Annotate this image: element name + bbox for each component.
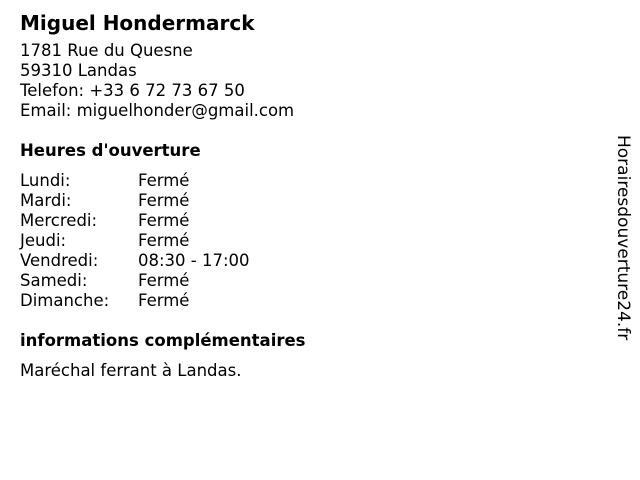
- day-label: Jeudi:: [20, 231, 67, 250]
- day-hours: Fermé: [138, 271, 190, 290]
- day-hours: Fermé: [138, 171, 190, 190]
- email-line: Email: miguelhonder@gmail.com: [20, 101, 295, 120]
- day-hours: Fermé: [138, 291, 190, 310]
- day-label: Samedi:: [20, 271, 88, 290]
- hours-row-saturday: [20, 271, 600, 291]
- phone-line: Telefon: +33 6 72 73 67 50: [20, 81, 245, 100]
- day-hours: Fermé: [138, 231, 190, 250]
- opening-hours-heading: Heures d'ouverture: [20, 141, 201, 160]
- day-label: Dimanche:: [20, 291, 110, 310]
- day-hours: Fermé: [138, 211, 190, 230]
- day-hours: 08:30 - 17:00: [138, 251, 250, 270]
- additional-info-heading: informations complémentaires: [20, 331, 306, 350]
- additional-info-text: Maréchal ferrant à Landas.: [20, 361, 242, 380]
- day-label: Vendredi:: [20, 251, 99, 270]
- opening-hours-table: [20, 171, 600, 311]
- hours-row-monday: [20, 171, 600, 191]
- address-street: 1781 Rue du Quesne: [20, 41, 193, 60]
- hours-row-wednesday: [20, 211, 600, 231]
- day-hours: Fermé: [138, 191, 190, 210]
- hours-row-tuesday: [20, 191, 600, 211]
- day-label: Lundi:: [20, 171, 71, 190]
- hours-row-thursday: [20, 231, 600, 251]
- day-label: Mardi:: [20, 191, 72, 210]
- business-name: Miguel Hondermarck: [20, 11, 255, 35]
- address-city: 59310 Landas: [20, 61, 137, 80]
- hours-row-friday: [20, 251, 600, 271]
- hours-row-sunday: [20, 291, 600, 311]
- day-label: Mercredi:: [20, 211, 98, 230]
- business-card: [20, 10, 600, 381]
- site-watermark: Horairesdouverture24.fr: [613, 135, 633, 341]
